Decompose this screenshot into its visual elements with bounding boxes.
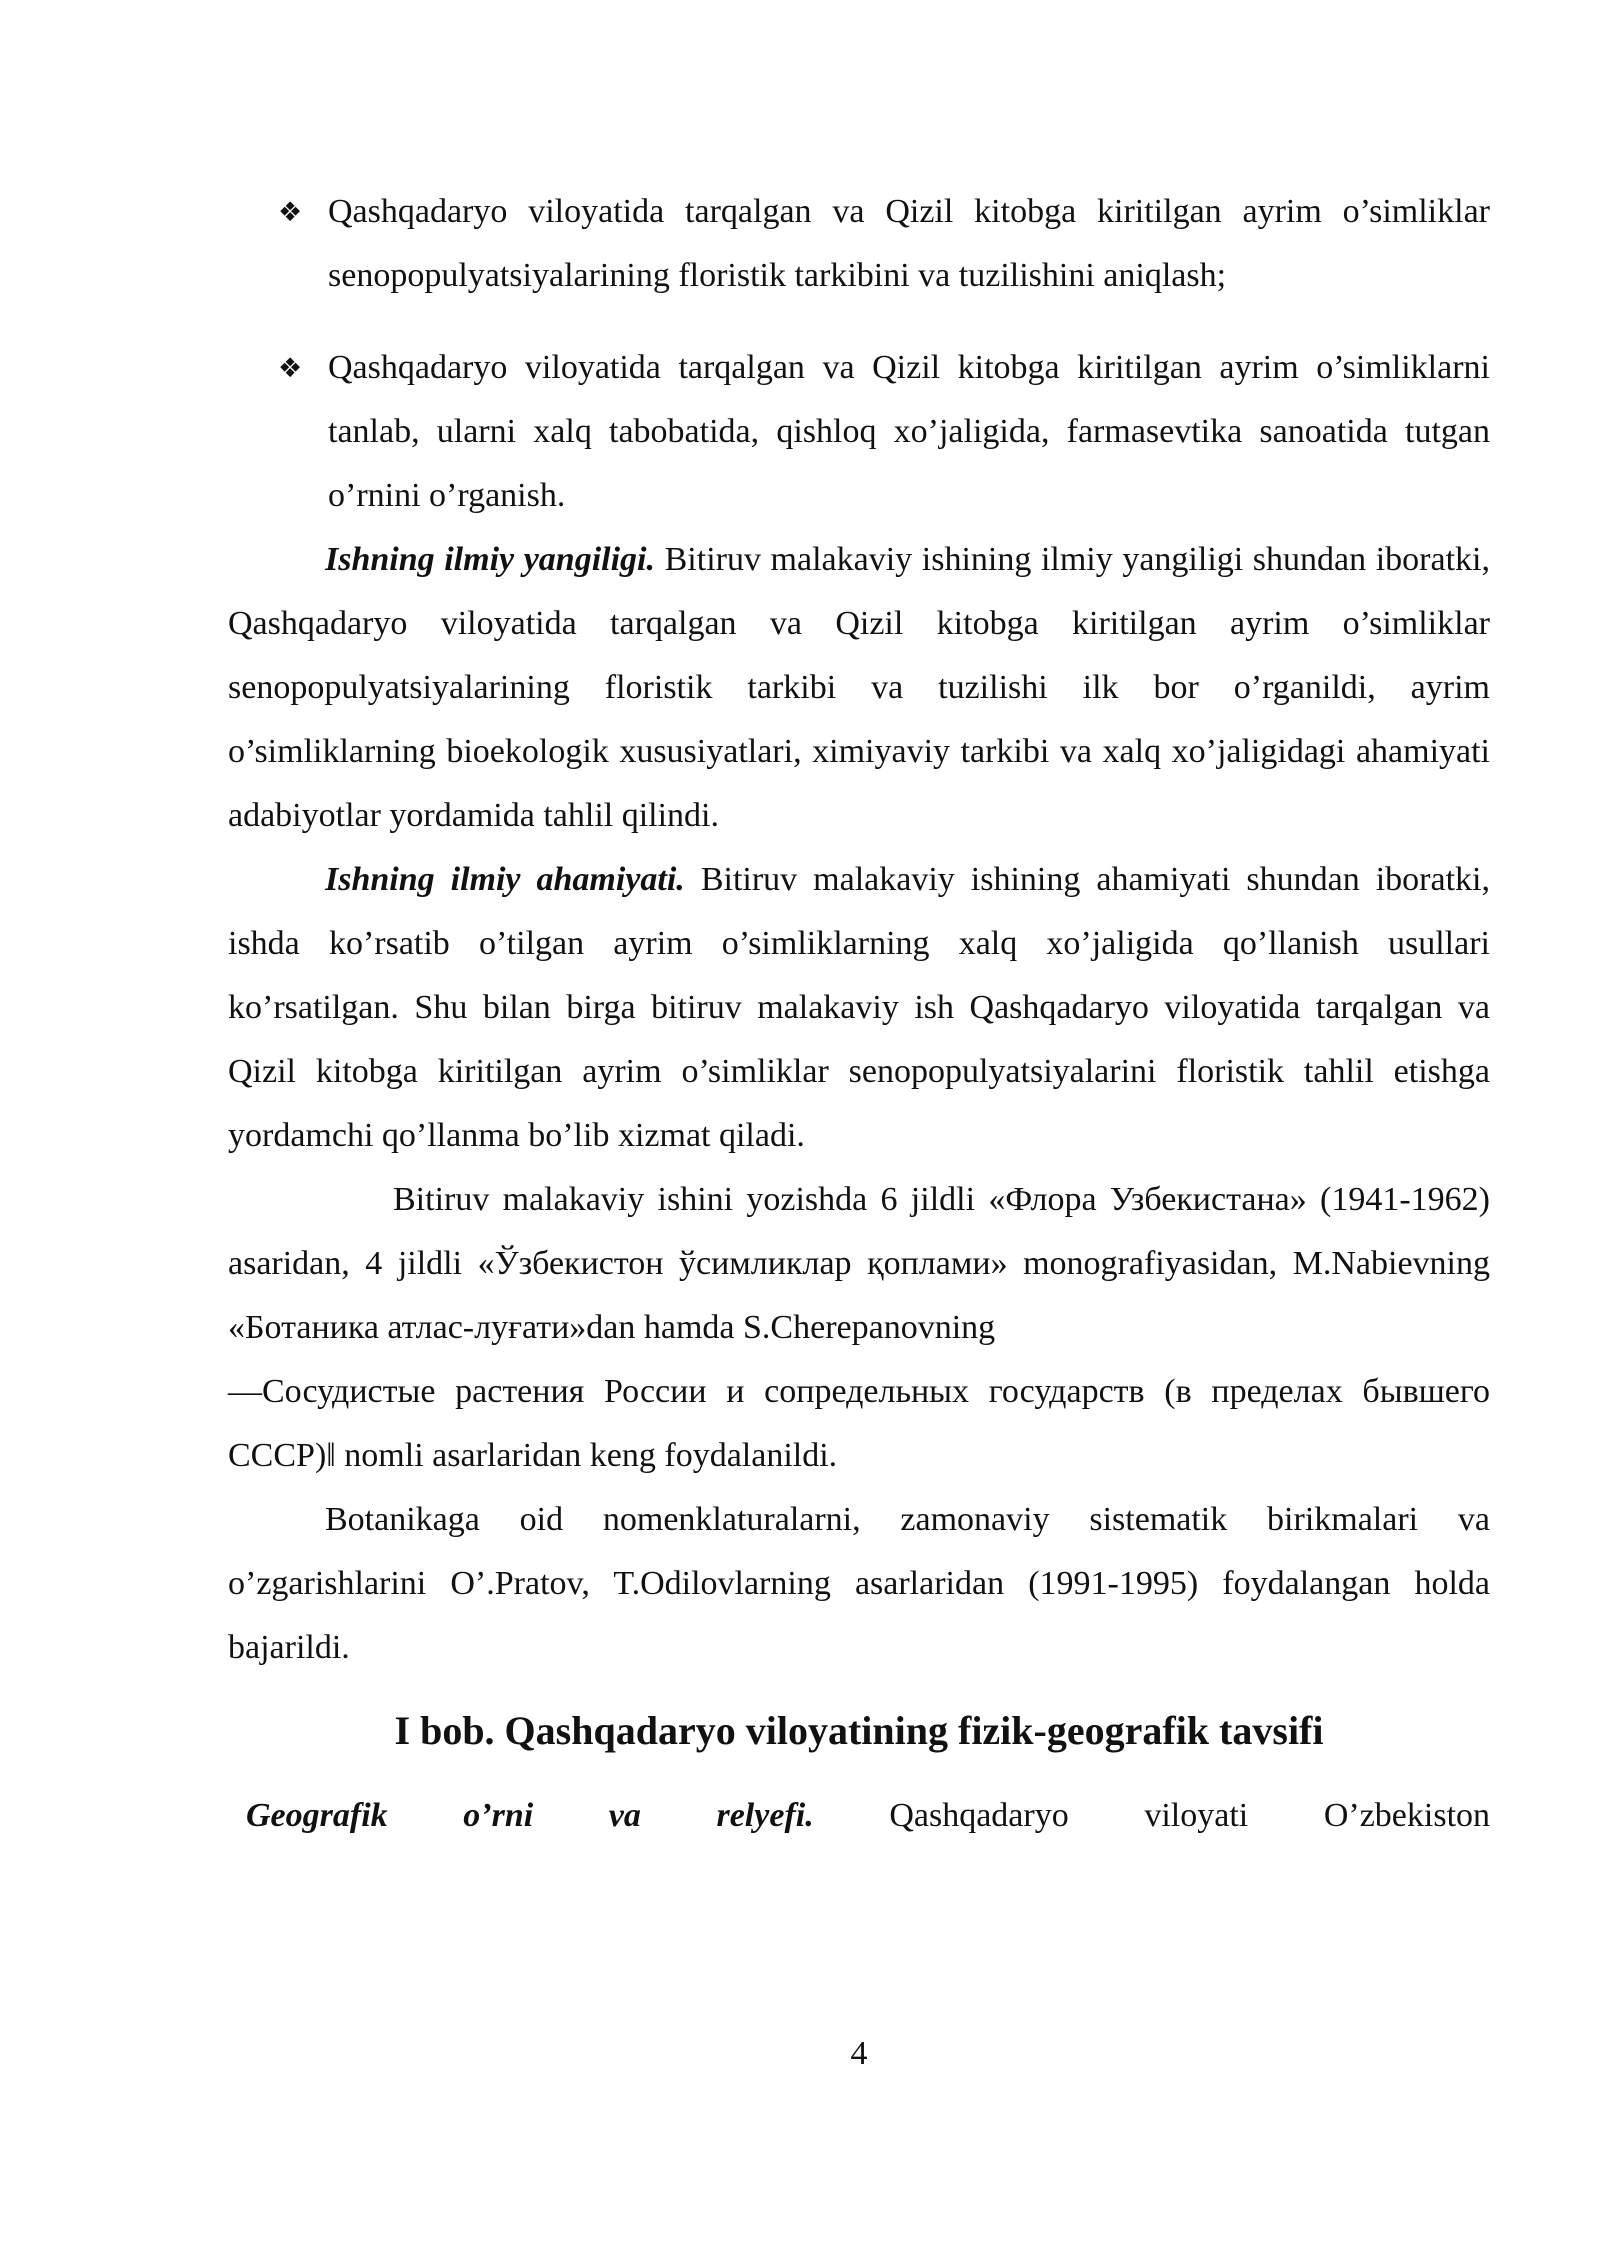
- page-number: 4: [850, 2035, 868, 2072]
- paragraph-nomenclature: [228, 1488, 1490, 1680]
- diamond-bullet-icon: ❖: [278, 353, 303, 384]
- paragraph-lead: Ishning ilmiy yangiligi.: [325, 541, 656, 578]
- paragraph-text: —Сосудистые растения России и сопредельных государств (в пределах бывшего СССР)‖ nomli asarlaridan keng foydalanildi.: [228, 1373, 1490, 1474]
- paragraph-sources: [228, 1168, 1490, 1360]
- paragraph-scientific-significance: [228, 848, 1490, 1168]
- page-content: [228, 180, 1490, 2086]
- paragraph-text: Bitiruv malakaviy ishining ahamiyati shundan iboratki, ishda ko’rsatib o’tilgan ayrim o’simliklarning xalq xo’jaligida qo’llanish usullari ko’rsatilgan. Shu bilan birga bitiruv malakaviy ish Qashqadaryo viloyatida tarqalgan va Qizil kitobga kiritilgan ayrim o’simliklar senopopulyatsiyalarini floristik tahlil etishga yordamchi qo’llanma bo’lib xizmat qiladi.: [228, 861, 1490, 1154]
- paragraph-text: Bitiruv malakaviy ishining ilmiy yangiligi shundan iboratki, Qashqadaryo viloyatida tarqalgan va Qizil kitobga kiritilgan ayrim o’simliklar senopopulyatsiyalarining floristik tarkibi va tuzilishi ilk bor o’rganildi, ayrim o’simliklarning bioekologik xususiyatlari, ximiyaviy tarkibi va xalq xo’jaligidagi ahamiyati adabiyotlar yordamida tahlil qilindi.: [228, 541, 1490, 834]
- paragraph-text: Bitiruv malakaviy ishini yozishda 6 jildli «Флора Узбекистана» (1941-1962) asaridan, 4 jildli «Ўзбекистон ўсимликлар қоплами» monografiyasidan, M.Nabievning «Ботаника атлас-луғати»dan hamda S.Cherepanovning: [228, 1181, 1490, 1346]
- chapter-heading: I bob. Qashqadaryo viloyatining fizik-geografik tavsifi: [394, 1708, 1324, 1753]
- list-item: [228, 336, 1490, 528]
- list-item-text: Qashqadaryo viloyatida tarqalgan va Qizil kitobga kiritilgan ayrim o’simliklarni tanlab, ularni xalq tabobatida, qishloq xo’jaligida, farmasevtika sanoatida tutgan o’rnini o’rganish.: [328, 349, 1490, 514]
- list-item-text: Qashqadaryo viloyatida tarqalgan va Qizil kitobga kiritilgan ayrim o’simliklar senopopulyatsiyalarining floristik tarkibini va tuzilishini aniqlash;: [328, 193, 1490, 294]
- paragraph-russian-source: [228, 1360, 1490, 1488]
- subsection-line: [228, 1784, 1490, 1848]
- subsection-lead: Geografik o’rni va relyefi.: [246, 1797, 814, 1834]
- bullet-list: [228, 180, 1490, 528]
- paragraph-scientific-novelty: [228, 528, 1490, 848]
- diamond-bullet-icon: ❖: [278, 197, 303, 228]
- paragraph-lead: Ishning ilmiy ahamiyati.: [325, 861, 685, 898]
- list-item: [228, 180, 1490, 308]
- subsection-text: Qashqadaryo viloyati O’zbekiston: [889, 1797, 1491, 1834]
- paragraph-text: Botanikaga oid nomenklaturalarni, zamonaviy sistematik birikmalari va o’zgarishlarini O’.Pratov, T.Odilovlarning asarlaridan (1991-1995) foydalangan holda bajarildi.: [228, 1501, 1490, 1666]
